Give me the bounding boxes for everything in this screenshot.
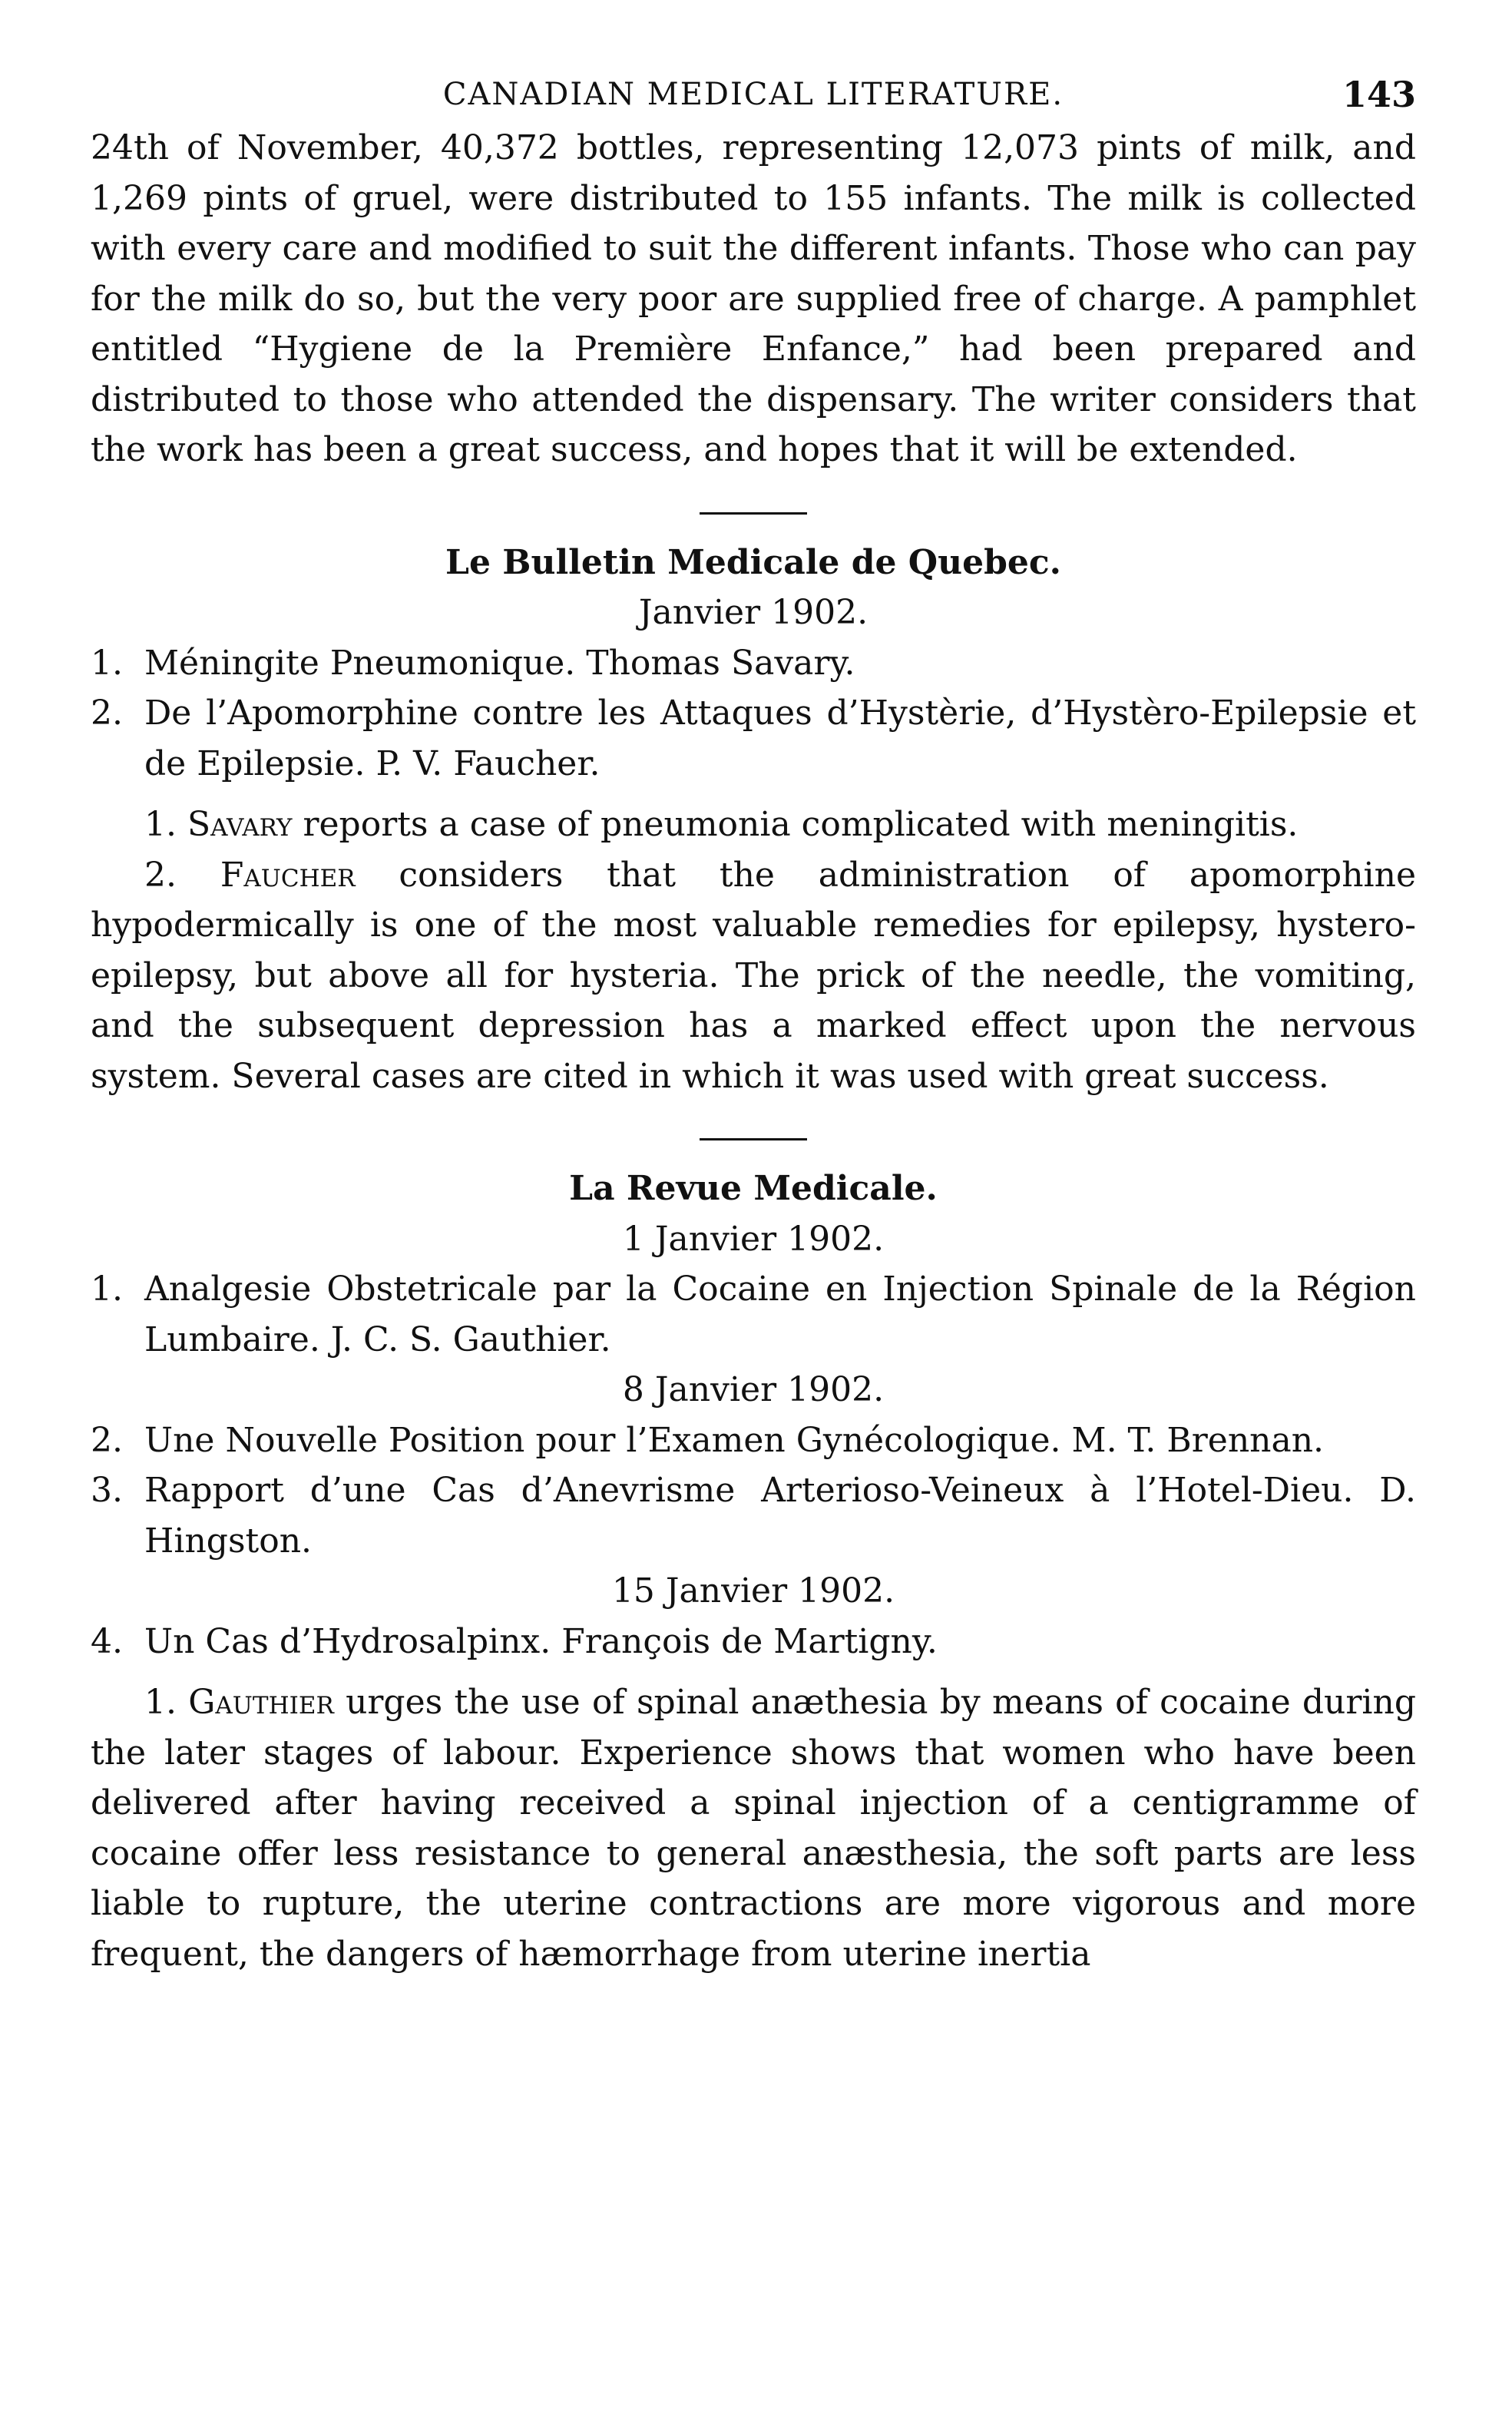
article-number: 3. bbox=[91, 1471, 123, 1510]
summary-number: 2. bbox=[144, 855, 177, 895]
summary-text: urges the use of spinal anæthesia by means of cocaine during the later stages of labour. Experience shows that women who have been delivered after having received a spinal injection of a centigramme of cocaine offer less resistance to general anæsthesia, the soft parts are less liable to rupture, the uterine contractions are more vigorous and more frequent, the dangers of hæmorrhage from uterine inertia bbox=[91, 1683, 1416, 1974]
issue-date: 15 Janvier 1902. bbox=[611, 1571, 895, 1611]
journal-title-bulletin: Le Bulletin Medicale de Quebec. bbox=[445, 542, 1061, 582]
summary-text: reports a case of pneumonia complicated with meningitis. bbox=[292, 805, 1299, 844]
article-item bbox=[91, 1415, 1416, 1466]
article-item bbox=[91, 688, 1416, 789]
section-divider bbox=[700, 1138, 807, 1140]
article-number: 1. bbox=[91, 1270, 123, 1309]
issue-date: 1 Janvier 1902. bbox=[622, 1219, 885, 1259]
journal-title-revue: La Revue Medicale. bbox=[569, 1169, 938, 1208]
summary-paragraph bbox=[91, 799, 1416, 850]
book-page bbox=[91, 66, 1416, 2378]
section-divider bbox=[700, 512, 807, 515]
summary-author: Savary bbox=[187, 805, 293, 844]
summary-paragraph bbox=[91, 1677, 1416, 1979]
summary-author: Faucher bbox=[220, 855, 356, 895]
article-title: Une Nouvelle Position pour l’Examen Gynécologique. M. T. Brennan. bbox=[144, 1420, 1325, 1460]
article-number: 1. bbox=[91, 643, 123, 683]
summary-number: 1. bbox=[144, 805, 177, 844]
summary-paragraph bbox=[91, 850, 1416, 1102]
article-number: 2. bbox=[91, 694, 123, 733]
summary-author: Gauthier bbox=[188, 1683, 334, 1722]
article-item bbox=[91, 1465, 1416, 1566]
summary-number: 1. bbox=[144, 1683, 177, 1722]
article-number: 4. bbox=[91, 1621, 123, 1661]
article-title: Un Cas d’Hydrosalpinx. François de Martigny. bbox=[144, 1621, 938, 1661]
running-title: CANADIAN MEDICAL LITERATURE. bbox=[442, 77, 1064, 112]
article-title: Analgesie Obstetricale par la Cocaine en Injection Spinale de la Région Lumbaire. J. C. S. Gauthier. bbox=[144, 1270, 1416, 1359]
summary-text: considers that the administration of apomorphine hypodermically is one of the most valuable remedies for epilepsy, hystero-epilepsy, but above all for hysteria. The prick of the needle, the vomiting, and the subsequent depression has a marked effect upon the nervous system. Several cases are cited in which it was used with great success. bbox=[91, 855, 1416, 1096]
article-title: Méningite Pneumonique. Thomas Savary. bbox=[144, 643, 855, 683]
running-header bbox=[91, 66, 1416, 123]
article-number: 2. bbox=[91, 1420, 123, 1460]
issue-date: 8 Janvier 1902. bbox=[622, 1370, 885, 1409]
article-item bbox=[91, 1264, 1416, 1365]
issue-date: Janvier 1902. bbox=[638, 593, 868, 632]
article-title: Rapport d’une Cas d’Anevrisme Arterioso-Veineux à l’Hotel-Dieu. D. Hingston. bbox=[144, 1471, 1416, 1561]
intro-paragraph: 24th of November, 40,372 bottles, representing 12,073 pints of milk, and 1,269 pints of gruel, were distributed to 155 infants. The milk is collected with every care and modified to suit the different infants. Those who can pay for the milk do so, but the very poor are supplied free of charge. A pamphlet entitled “Hygiene de la Première Enfance,” had been prepared and distributed to those who attended the dispensary. The writer considers that the work has been a great success, and hopes that it will be extended. bbox=[91, 128, 1416, 469]
article-title: De l’Apomorphine contre les Attaques d’Hystèrie, d’Hystèro-Epilepsie et de Epilepsie. P. V. Faucher. bbox=[144, 694, 1416, 783]
page-number: 143 bbox=[1342, 74, 1416, 115]
article-item bbox=[91, 1617, 1416, 1667]
article-item bbox=[91, 638, 1416, 689]
